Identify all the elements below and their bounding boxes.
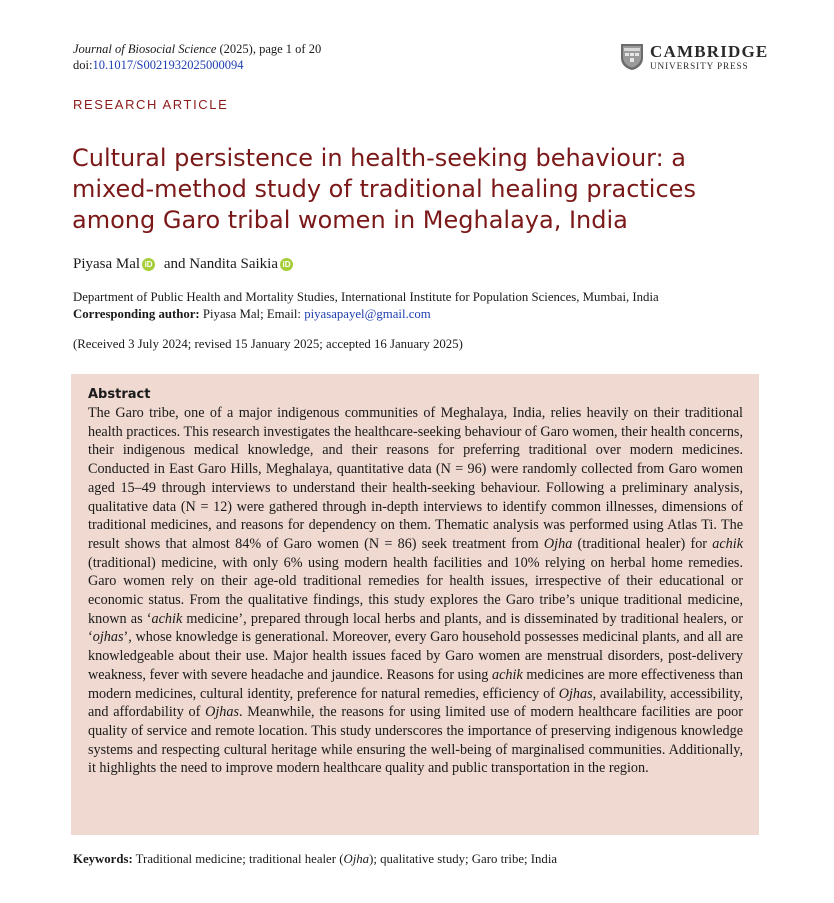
author-name[interactable]: Piyasa Mal <box>73 256 141 272</box>
publisher-logo[interactable] <box>620 43 768 72</box>
abstract-text-run: ’, whose knowledge is generational. Moreover, every Garo household possesses medicinal plants, and all are knowledgeable about their use. Major health issues faced by Garo women are menstrual disorders, post-delivery weakness, fever with severe headache and jaundice. Reasons for using <box>88 629 743 683</box>
abstract-text-run: medicines are more effectiveness than modern medicines, cultural identity, preference for natural remedies, efficiency of <box>88 666 743 702</box>
journal-header <box>73 41 321 73</box>
journal-citation <box>73 41 321 57</box>
keywords-italic: Ojha <box>343 852 370 866</box>
abstract-box <box>71 374 759 835</box>
abstract-text-run: , availability, accessibility, and affordability of <box>88 685 743 721</box>
author-conjunction: and <box>160 256 190 272</box>
affiliation: Department of Public Health and Mortality Studies, International Institute for Population Sciences, Mumbai, India <box>73 290 659 304</box>
affiliation-block <box>73 289 659 323</box>
abstract-italic: Ojhas <box>558 685 593 702</box>
doi-line <box>73 57 321 73</box>
publisher-name-main: CAMBRIDGE <box>650 42 769 61</box>
abstract-italic: Ojhas <box>205 704 239 721</box>
cambridge-shield-icon <box>620 43 644 71</box>
keywords-text: ); qualitative study; Garo tribe; India <box>369 852 558 866</box>
abstract-italic: ojhas <box>92 629 124 646</box>
author-list <box>73 256 298 273</box>
abstract-italic: achik <box>151 610 183 627</box>
journal-page-info: (2025), page 1 of 20 <box>216 42 322 56</box>
abstract-text-run: The Garo tribe, one of a major indigenous communities of Meghalaya, India, relies heavily on their traditional health practices. This research investigates the healthcare-seeking behaviour of Garo women, their health concerns, their indigenous medical knowledge, and their reasons for preferring traditional over modern medicines. Conducted in East Garo Hills, Meghalaya, quantitative data (N = 96) were randomly collected from Garo women aged 15–49 through interviews to understand their health-seeking behaviour. Following a preliminary analysis, qualitative data (N = 12) were gathered through in-depth interviews to identify common illnesses, dimensions of traditional medicines, and reasons for dependency on them. Thematic analysis was performed using Atlas Ti. The result shows that almost 84% of Garo women (N = 86) seek treatment from <box>88 405 743 552</box>
article-type: RESEARCH ARTICLE <box>73 97 229 112</box>
journal-name: Journal of Biosocial Science <box>73 42 217 56</box>
doi-prefix: doi: <box>73 58 93 72</box>
doi-link[interactable]: 10.1017/S0021932025000094 <box>92 58 244 72</box>
corresponding-text: Piyasa Mal; Email: <box>199 307 305 321</box>
abstract-text-run: . Meanwhile, the reasons for using limited use of modern healthcare facilities are poor quality of service and remote location. This study underscores the importance of preserving indigenous knowledge systems and respecting cultural heritage while ensuring the well-being of marginalised communities. Additionally, it highlights the need to improve modern healthcare quality and public transportation in the region. <box>88 704 743 777</box>
corresponding-label: Corresponding author: <box>73 307 200 321</box>
orcid-icon[interactable]: iD <box>280 258 293 271</box>
abstract-text <box>88 404 743 778</box>
abstract-italic: Ojha <box>543 535 573 552</box>
abstract-italic: achik <box>712 535 743 552</box>
keywords-text: Traditional medicine; traditional healer ( <box>132 852 344 866</box>
corresponding-author <box>73 306 659 323</box>
abstract-italic: achik <box>492 666 523 683</box>
publisher-name <box>650 43 768 72</box>
keywords <box>73 852 557 867</box>
keywords-label: Keywords: <box>73 852 133 866</box>
abstract-heading: Abstract <box>88 387 151 402</box>
abstract-text-run: medicine’, prepared through local herbs and plants, and is disseminated by traditional healers, or ‘ <box>88 610 743 646</box>
publisher-name-sub: UNIVERSITY PRESS <box>650 61 749 71</box>
orcid-icon[interactable]: iD <box>142 258 155 271</box>
article-title: Cultural persistence in health-seeking behaviour: a mixed-method study of traditional healing practices among Garo tribal women in Meghalaya, India <box>72 144 696 234</box>
author-name[interactable]: Nandita Saikia <box>189 256 278 272</box>
abstract-text-run: (traditional) medicine, with only 6% using modern health facilities and 10% relying on herbal home remedies. Garo women rely on their age-old traditional remedies for health issues, irrespective of their educational or economic status. From the qualitative findings, this study explores the Garo tribe’s unique traditional medicine, known as ‘ <box>88 554 743 627</box>
abstract-text-run: (traditional healer) for <box>572 535 713 552</box>
article-dates: (Received 3 July 2024; revised 15 January 2025; accepted 16 January 2025) <box>73 337 463 351</box>
email-link[interactable]: piyasapayel@gmail.com <box>304 307 431 321</box>
